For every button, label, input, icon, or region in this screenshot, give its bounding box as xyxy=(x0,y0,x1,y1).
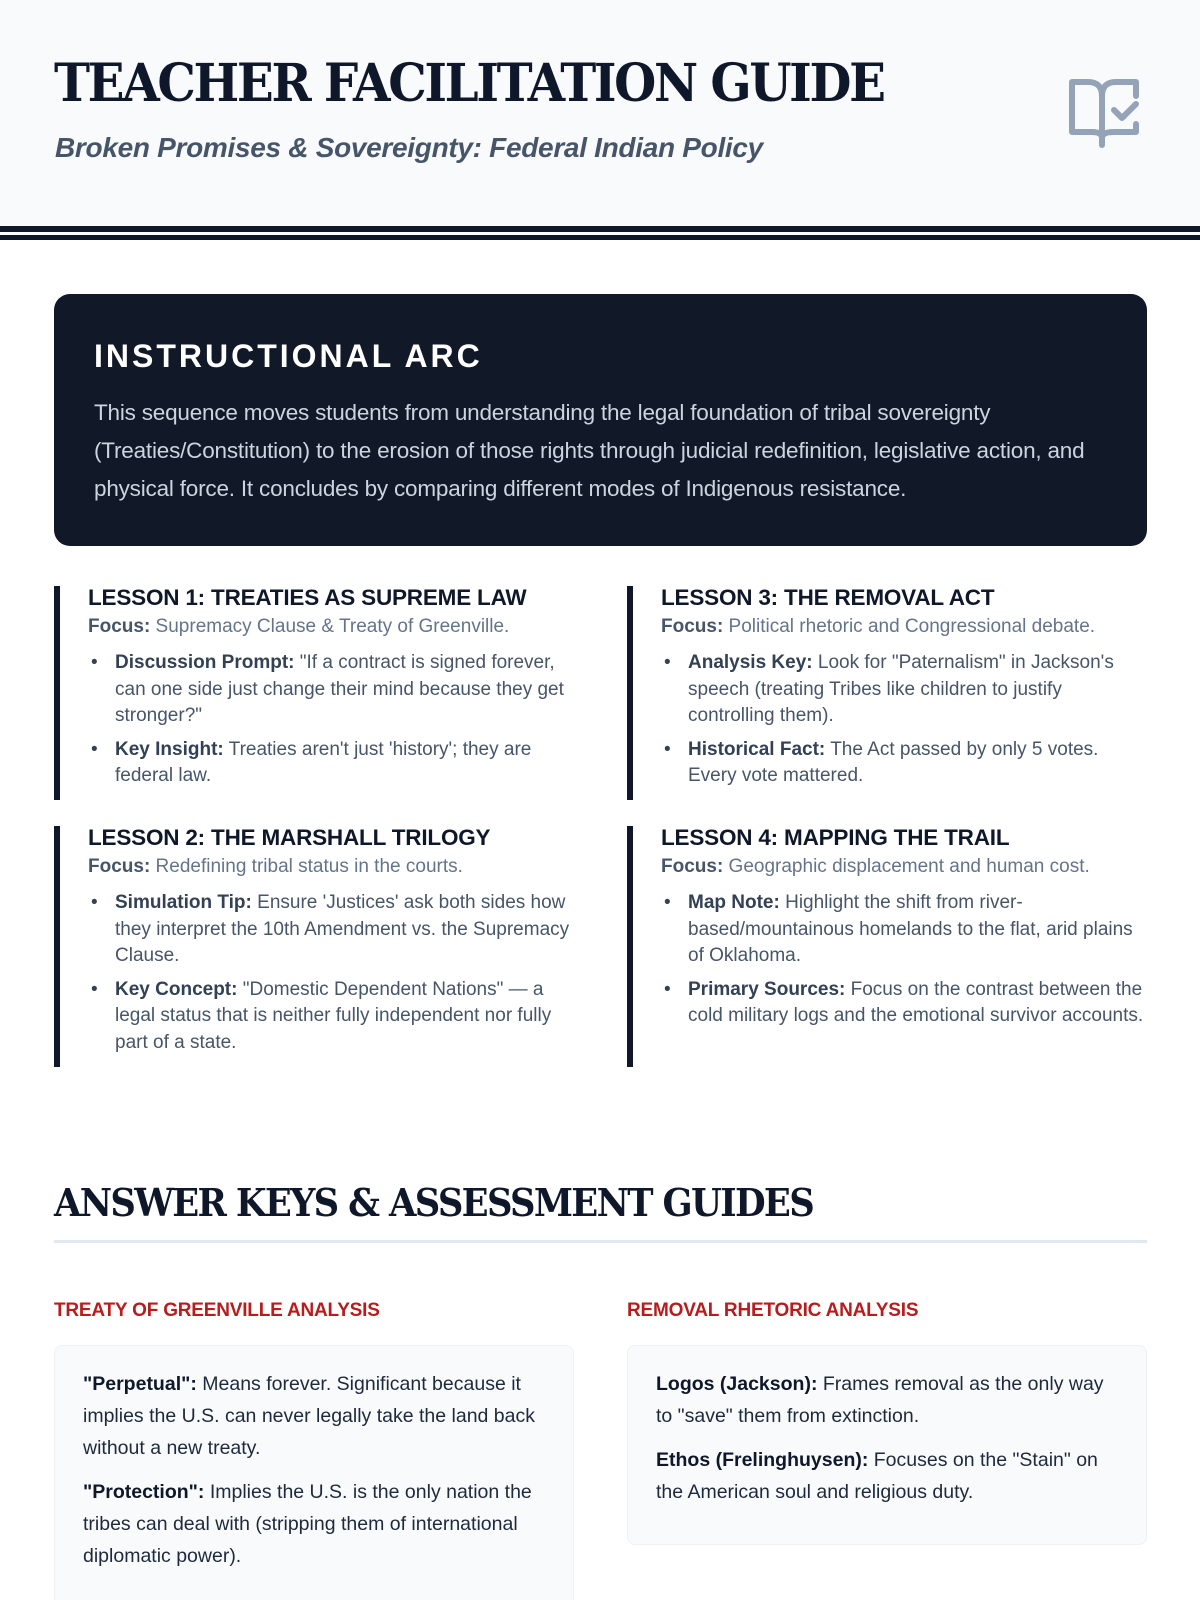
point-label: Map Note: xyxy=(688,892,780,913)
bullet-icon: • xyxy=(664,738,671,760)
point-label: Discussion Prompt: xyxy=(115,652,295,673)
focus-label: Focus: xyxy=(661,616,724,637)
answer-term: Logos (Jackson): xyxy=(656,1373,818,1395)
page-subtitle: Broken Promises & Sovereignty: Federal Indian Policy xyxy=(55,132,763,163)
answer-item xyxy=(656,1368,1118,1432)
answer-keys-heading: ANSWER KEYS & ASSESSMENT GUIDES xyxy=(54,1180,814,1225)
lesson-title: LESSON 2: THE MARSHALL TRILOGY xyxy=(88,825,491,850)
lesson-card-3 xyxy=(627,586,1147,800)
lesson-card-4 xyxy=(627,826,1147,1067)
lesson-points xyxy=(88,890,574,1056)
answer-text: Implies the U.S. is the only nation the tribes can deal with (stripping them of international diplomatic power). xyxy=(83,1481,532,1567)
focus-label: Focus: xyxy=(88,616,151,637)
point-text: "Domestic Dependent Nations" — a legal status that is neither fully independent nor fully part of a state. xyxy=(115,978,552,1053)
bullet-icon: • xyxy=(91,978,98,1000)
instructional-arc-panel xyxy=(54,294,1147,546)
lesson-title: LESSON 4: MAPPING THE TRAIL xyxy=(661,825,1010,850)
bullet-icon: • xyxy=(664,652,671,673)
section-divider xyxy=(54,1240,1147,1243)
answer-item xyxy=(83,1476,545,1572)
point-label: Historical Fact: xyxy=(688,738,826,760)
treaty-analysis-box xyxy=(54,1345,574,1600)
lesson-focus xyxy=(88,854,574,880)
point-text: The Act passed by only 5 votes. Every vote mattered. xyxy=(688,738,1099,786)
answer-text: Means forever. Significant because it implies the U.S. can never legally take the land back without a new treaty. xyxy=(83,1373,535,1459)
instructional-arc-title: INSTRUCTIONAL ARC xyxy=(94,338,483,374)
lesson-points xyxy=(88,650,574,790)
answer-text: Focuses on the "Stain" on the American soul and religious duty. xyxy=(656,1449,1098,1503)
list-item xyxy=(661,890,1147,970)
bullet-icon: • xyxy=(91,738,98,760)
lesson-title: LESSON 3: THE REMOVAL ACT xyxy=(661,585,995,610)
rhetoric-analysis-box xyxy=(627,1345,1147,1545)
lesson-title: LESSON 1: TREATIES AS SUPREME LAW xyxy=(88,585,527,610)
list-item xyxy=(661,977,1147,1030)
focus-text: Geographic displacement and human cost. xyxy=(723,856,1090,877)
lesson-card-2 xyxy=(54,826,574,1067)
list-item xyxy=(88,737,574,790)
list-item xyxy=(661,737,1147,790)
bullet-icon: • xyxy=(91,892,98,913)
list-item xyxy=(88,977,574,1057)
treaty-analysis-label: TREATY OF GREENVILLE ANALYSIS xyxy=(54,1300,380,1321)
point-text: Focus on the contrast between the cold military logs and the emotional survivor accounts. xyxy=(688,978,1144,1026)
lesson-points xyxy=(661,890,1147,1030)
point-text: "If a contract is signed forever, can one side just change their mind because they get stronger?" xyxy=(115,652,564,726)
lesson-points xyxy=(661,650,1147,790)
answer-item xyxy=(83,1368,545,1464)
list-item xyxy=(661,650,1147,730)
point-label: Key Insight: xyxy=(115,738,224,760)
answer-item xyxy=(656,1444,1118,1508)
focus-text: Redefining tribal status in the courts. xyxy=(150,856,463,877)
answer-term: Ethos (Frelinghuysen): xyxy=(656,1449,869,1471)
lesson-focus xyxy=(661,854,1147,880)
point-text: Highlight the shift from river-based/mountainous homelands to the flat, arid plains of Oklahoma. xyxy=(688,892,1133,966)
bullet-icon: • xyxy=(664,978,671,1000)
lesson-focus xyxy=(88,614,574,640)
focus-text: Political rhetoric and Congressional debate. xyxy=(723,616,1096,637)
lesson-focus xyxy=(661,614,1147,640)
point-text: Ensure 'Justices' ask both sides how they interpret the 10th Amendment vs. the Supremacy Clause. xyxy=(115,892,570,966)
point-text: Treaties aren't just 'history'; they are federal law. xyxy=(115,738,532,786)
answer-text: Frames removal as the only way to "save" them from extinction. xyxy=(656,1373,1104,1427)
list-item xyxy=(88,890,574,970)
page-header xyxy=(0,0,1200,226)
header-divider xyxy=(0,226,1200,232)
header-divider xyxy=(0,235,1200,240)
focus-label: Focus: xyxy=(661,856,724,877)
list-item xyxy=(88,650,574,730)
point-label: Primary Sources: xyxy=(688,978,846,1000)
bullet-icon: • xyxy=(91,652,98,673)
book-check-icon xyxy=(1068,78,1144,148)
page-title: TEACHER FACILITATION GUIDE xyxy=(54,53,884,114)
point-label: Key Concept: xyxy=(115,978,238,1000)
focus-text: Supremacy Clause & Treaty of Greenville. xyxy=(150,616,510,637)
point-text: Look for "Paternalism" in Jackson's speech (treating Tribes like children to justify controlling them). xyxy=(688,652,1114,726)
point-label: Analysis Key: xyxy=(688,652,813,673)
lesson-card-1 xyxy=(54,586,574,800)
answer-term: "Perpetual": xyxy=(83,1373,197,1395)
bullet-icon: • xyxy=(664,892,671,913)
focus-label: Focus: xyxy=(88,856,151,877)
answer-term: "Protection": xyxy=(83,1481,205,1503)
rhetoric-analysis-label: REMOVAL RHETORIC ANALYSIS xyxy=(627,1300,919,1321)
instructional-arc-text: This sequence moves students from understanding the legal foundation of tribal sovereignty (Treaties/Constitution) to the erosion of those rights through judicial redefinition, legislative action, and physical force. It concludes by comparing different modes of Indigenous resistance. xyxy=(94,400,1085,501)
point-label: Simulation Tip: xyxy=(115,892,252,913)
